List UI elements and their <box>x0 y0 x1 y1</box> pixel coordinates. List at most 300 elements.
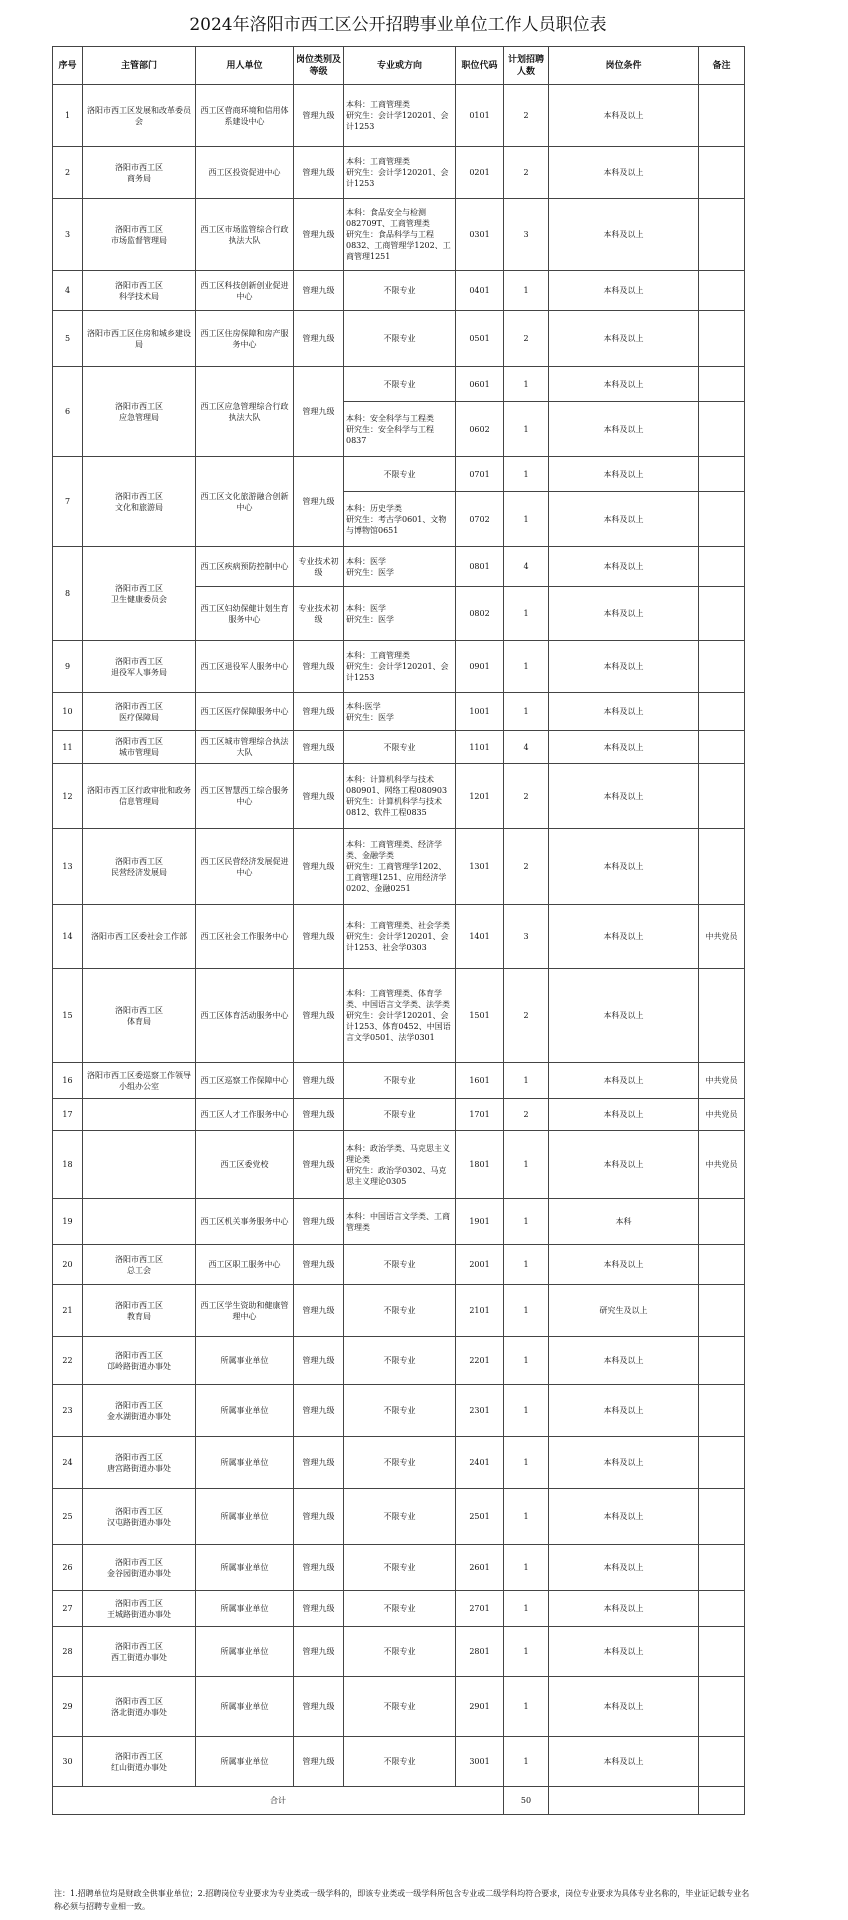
cell-no: 15 <box>53 969 83 1063</box>
cell-count: 2 <box>504 829 549 905</box>
cell-remark <box>699 1591 745 1627</box>
cell-cond: 本科及以上 <box>549 1385 699 1437</box>
cell-major: 不限专业 <box>344 457 456 492</box>
cell-level: 管理九级 <box>294 1285 344 1337</box>
cell-cond: 本科及以上 <box>549 1099 699 1131</box>
cell-cond: 本科及以上 <box>549 1627 699 1677</box>
cell-level: 管理九级 <box>294 199 344 271</box>
cell-level: 管理九级 <box>294 457 344 547</box>
cell-unit: 西工区医疗保障服务中心 <box>196 693 294 731</box>
table-row <box>53 969 745 1063</box>
table-row <box>53 731 745 764</box>
total-label: 合计 <box>53 1787 504 1815</box>
table-row <box>53 1437 745 1489</box>
cell-remark <box>699 311 745 367</box>
cell-unit: 西工区智慧西工综合服务中心 <box>196 764 294 829</box>
cell-count: 1 <box>504 492 549 547</box>
cell-major: 本科：历史学类 研究生：考古学0601、文物与博物馆0651 <box>344 492 456 547</box>
cell-code: 2701 <box>456 1591 504 1627</box>
cell-no: 16 <box>53 1063 83 1099</box>
page-title: 2024年洛阳市西工区公开招聘事业单位工作人员职位表 <box>189 15 607 35</box>
cell-count: 1 <box>504 1385 549 1437</box>
cell-level: 管理九级 <box>294 367 344 457</box>
header-dept: 主管部门 <box>83 47 196 85</box>
cell-code: 2301 <box>456 1385 504 1437</box>
cell-remark <box>699 587 745 641</box>
cell-code: 1501 <box>456 969 504 1063</box>
cell-code: 2101 <box>456 1285 504 1337</box>
cell-dept: 洛阳市西工区 市场监督管理局 <box>83 199 196 271</box>
positions-table <box>52 46 745 1815</box>
cell-count: 1 <box>504 641 549 693</box>
table-row <box>53 1737 745 1787</box>
header-cond: 岗位条件 <box>549 47 699 85</box>
cell-code: 2601 <box>456 1545 504 1591</box>
cell-code: 0101 <box>456 85 504 147</box>
cell-count: 1 <box>504 1131 549 1199</box>
cell-level: 管理九级 <box>294 693 344 731</box>
cell-dept: 洛阳市西工区 退役军人事务局 <box>83 641 196 693</box>
total-remark <box>699 1787 745 1815</box>
cell-cond: 本科及以上 <box>549 199 699 271</box>
cell-dept: 洛阳市西工区 商务局 <box>83 147 196 199</box>
cell-count: 2 <box>504 969 549 1063</box>
cell-level: 管理九级 <box>294 1199 344 1245</box>
cell-no: 26 <box>53 1545 83 1591</box>
cell-level: 管理九级 <box>294 1099 344 1131</box>
cell-dept: 洛阳市西工区 文化和旅游局 <box>83 457 196 547</box>
cell-major: 本科：工商管理类 研究生：会计学120201、会计1253 <box>344 147 456 199</box>
cell-major: 不限专业 <box>344 1063 456 1099</box>
cell-no: 8 <box>53 547 83 641</box>
cell-remark <box>699 693 745 731</box>
cell-code: 0602 <box>456 402 504 457</box>
cell-remark <box>699 1737 745 1787</box>
cell-unit: 所属事业单位 <box>196 1591 294 1627</box>
cell-count: 3 <box>504 199 549 271</box>
cell-unit: 西工区住房保障和房产服务中心 <box>196 311 294 367</box>
cell-level: 管理九级 <box>294 969 344 1063</box>
cell-major: 本科：安全科学与工程类 研究生：安全科学与工程0837 <box>344 402 456 457</box>
cell-unit: 西工区职工服务中心 <box>196 1245 294 1285</box>
cell-major: 不限专业 <box>344 271 456 311</box>
cell-no: 20 <box>53 1245 83 1285</box>
cell-major: 不限专业 <box>344 311 456 367</box>
cell-level: 管理九级 <box>294 311 344 367</box>
cell-cond: 本科及以上 <box>549 1337 699 1385</box>
cell-remark <box>699 1385 745 1437</box>
cell-count: 3 <box>504 905 549 969</box>
cell-remark <box>699 547 745 587</box>
cell-major: 本科：医学 研究生：医学 <box>344 587 456 641</box>
cell-count: 1 <box>504 271 549 311</box>
cell-dept: 洛阳市西工区 唐宫路街道办事处 <box>83 1437 196 1489</box>
cell-remark <box>699 199 745 271</box>
cell-major: 本科：医学 研究生：医学 <box>344 547 456 587</box>
cell-cond: 本科及以上 <box>549 271 699 311</box>
cell-cond: 本科及以上 <box>549 402 699 457</box>
cell-dept: 洛阳市西工区 邙岭路街道办事处 <box>83 1337 196 1385</box>
cell-unit: 西工区城市管理综合执法大队 <box>196 731 294 764</box>
cell-cond: 本科及以上 <box>549 1063 699 1099</box>
cell-unit: 西工区科技创新创业促进中心 <box>196 271 294 311</box>
total-count: 50 <box>504 1787 549 1815</box>
cell-unit: 西工区体育活动服务中心 <box>196 969 294 1063</box>
cell-cond: 本科及以上 <box>549 731 699 764</box>
cell-remark <box>699 969 745 1063</box>
cell-remark <box>699 1489 745 1545</box>
cell-level: 专业技术初级 <box>294 547 344 587</box>
cell-dept: 洛阳市西工区 红山街道办事处 <box>83 1737 196 1787</box>
cell-code: 1701 <box>456 1099 504 1131</box>
cell-dept: 洛阳市西工区委社会工作部 <box>83 905 196 969</box>
table-row <box>53 147 745 199</box>
table-row <box>53 1545 745 1591</box>
cell-cond: 本科及以上 <box>549 829 699 905</box>
cell-cond: 本科及以上 <box>549 1677 699 1737</box>
cell-count: 2 <box>504 764 549 829</box>
header-level: 岗位类别及等级 <box>294 47 344 85</box>
cell-unit: 所属事业单位 <box>196 1489 294 1545</box>
cell-level: 管理九级 <box>294 1489 344 1545</box>
cell-level: 管理九级 <box>294 271 344 311</box>
cell-level: 管理九级 <box>294 85 344 147</box>
table-row <box>53 1385 745 1437</box>
cell-level: 专业技术初级 <box>294 587 344 641</box>
cell-unit: 西工区机关事务服务中心 <box>196 1199 294 1245</box>
cell-no: 25 <box>53 1489 83 1545</box>
cell-code: 2801 <box>456 1627 504 1677</box>
cell-count: 1 <box>504 457 549 492</box>
cell-remark <box>699 641 745 693</box>
cell-no: 13 <box>53 829 83 905</box>
cell-unit: 西工区市场监管综合行政执法大队 <box>196 199 294 271</box>
cell-code: 2001 <box>456 1245 504 1285</box>
cell-code: 0801 <box>456 547 504 587</box>
cell-cond: 本科及以上 <box>549 1591 699 1627</box>
cell-cond: 本科及以上 <box>549 1131 699 1199</box>
total-row <box>53 1787 745 1815</box>
table-row <box>53 1063 745 1099</box>
cell-no: 28 <box>53 1627 83 1677</box>
cell-unit: 西工区退役军人服务中心 <box>196 641 294 693</box>
table-row <box>53 199 745 271</box>
cell-dept <box>83 1199 196 1245</box>
cell-cond: 本科及以上 <box>549 1245 699 1285</box>
cell-dept: 洛阳市西工区行政审批和政务信息管理局 <box>83 764 196 829</box>
cell-no: 5 <box>53 311 83 367</box>
cell-level: 管理九级 <box>294 1677 344 1737</box>
cell-code: 1001 <box>456 693 504 731</box>
cell-cond: 本科及以上 <box>549 764 699 829</box>
cell-remark <box>699 764 745 829</box>
cell-major: 不限专业 <box>344 367 456 402</box>
cell-cond: 本科及以上 <box>549 547 699 587</box>
cell-remark <box>699 147 745 199</box>
cell-major: 不限专业 <box>344 1737 456 1787</box>
cell-level: 管理九级 <box>294 764 344 829</box>
cell-count: 2 <box>504 1099 549 1131</box>
cell-code: 0301 <box>456 199 504 271</box>
cell-remark <box>699 85 745 147</box>
cell-count: 1 <box>504 1627 549 1677</box>
cell-cond: 本科及以上 <box>549 311 699 367</box>
cell-count: 1 <box>504 1245 549 1285</box>
cell-remark <box>699 1199 745 1245</box>
cell-unit: 所属事业单位 <box>196 1337 294 1385</box>
header-remark: 备注 <box>699 47 745 85</box>
table-row <box>53 1199 745 1245</box>
cell-code: 1201 <box>456 764 504 829</box>
cell-code: 0802 <box>456 587 504 641</box>
header-major: 专业或方向 <box>344 47 456 85</box>
table-row <box>53 641 745 693</box>
cell-cond: 本科及以上 <box>549 1545 699 1591</box>
cell-cond: 本科及以上 <box>549 85 699 147</box>
table-row <box>53 457 745 492</box>
cell-unit: 所属事业单位 <box>196 1627 294 1677</box>
cell-level: 管理九级 <box>294 1245 344 1285</box>
table-row <box>53 85 745 147</box>
cell-unit: 西工区学生资助和健康管理中心 <box>196 1285 294 1337</box>
cell-level: 管理九级 <box>294 1737 344 1787</box>
cell-major: 本科：食品安全与检测082709T、工商管理类 研究生：食品科学与工程0832、工商管理学1202、工商管理1251 <box>344 199 456 271</box>
cell-level: 管理九级 <box>294 1591 344 1627</box>
cell-cond: 本科及以上 <box>549 693 699 731</box>
table-row <box>53 1591 745 1627</box>
cell-level: 管理九级 <box>294 829 344 905</box>
cell-count: 1 <box>504 1437 549 1489</box>
table-row <box>53 1285 745 1337</box>
cell-code: 2501 <box>456 1489 504 1545</box>
cell-remark <box>699 1545 745 1591</box>
cell-count: 1 <box>504 1489 549 1545</box>
cell-major: 不限专业 <box>344 1385 456 1437</box>
cell-major: 不限专业 <box>344 1545 456 1591</box>
cell-level: 管理九级 <box>294 1437 344 1489</box>
cell-unit: 所属事业单位 <box>196 1545 294 1591</box>
cell-dept: 洛阳市西工区 民营经济发展局 <box>83 829 196 905</box>
cell-code: 2201 <box>456 1337 504 1385</box>
cell-count: 1 <box>504 1545 549 1591</box>
cell-code: 0901 <box>456 641 504 693</box>
cell-dept: 洛阳市西工区 体育局 <box>83 969 196 1063</box>
cell-major: 本科：中国语言文学类、工商管理类 <box>344 1199 456 1245</box>
cell-no: 12 <box>53 764 83 829</box>
cell-count: 4 <box>504 731 549 764</box>
cell-count: 2 <box>504 147 549 199</box>
cell-remark <box>699 367 745 402</box>
cell-major: 本科：政治学类、马克思主义理论类 研究生：政治学0302、马克思主义理论0305 <box>344 1131 456 1199</box>
cell-remark: 中共党员 <box>699 1131 745 1199</box>
table-row <box>53 1099 745 1131</box>
cell-major: 不限专业 <box>344 1627 456 1677</box>
cell-code: 0201 <box>456 147 504 199</box>
cell-unit: 西工区应急管理综合行政执法大队 <box>196 367 294 457</box>
cell-unit: 所属事业单位 <box>196 1385 294 1437</box>
cell-dept: 洛阳市西工区 金谷园街道办事处 <box>83 1545 196 1591</box>
cell-code: 1101 <box>456 731 504 764</box>
cell-remark <box>699 402 745 457</box>
cell-count: 1 <box>504 1677 549 1737</box>
cell-remark <box>699 492 745 547</box>
table-row <box>53 764 745 829</box>
cell-code: 0701 <box>456 457 504 492</box>
cell-dept: 洛阳市西工区 西工街道办事处 <box>83 1627 196 1677</box>
cell-no: 21 <box>53 1285 83 1337</box>
cell-level: 管理九级 <box>294 905 344 969</box>
cell-dept: 洛阳市西工区委巡察工作领导小组办公室 <box>83 1063 196 1099</box>
cell-level: 管理九级 <box>294 641 344 693</box>
cell-dept: 洛阳市西工区 科学技术局 <box>83 271 196 311</box>
cell-remark: 中共党员 <box>699 1063 745 1099</box>
cell-code: 1301 <box>456 829 504 905</box>
cell-major: 本科：工商管理类、体育学类、中国语言文学类、法学类 研究生：会计学120201、会计1253、体育0452、中国语言文学0501、法学0301 <box>344 969 456 1063</box>
cell-no: 24 <box>53 1437 83 1489</box>
table-row <box>53 311 745 367</box>
cell-level: 管理九级 <box>294 1131 344 1199</box>
cell-unit: 所属事业单位 <box>196 1737 294 1787</box>
header-unit: 用人单位 <box>196 47 294 85</box>
cell-major: 不限专业 <box>344 1677 456 1737</box>
cell-remark <box>699 829 745 905</box>
table-row <box>53 1337 745 1385</box>
cell-remark <box>699 1627 745 1677</box>
cell-dept <box>83 1099 196 1131</box>
cell-remark <box>699 1337 745 1385</box>
table-row <box>53 1677 745 1737</box>
cell-code: 2901 <box>456 1677 504 1737</box>
cell-unit: 西工区社会工作服务中心 <box>196 905 294 969</box>
cell-cond: 本科及以上 <box>549 641 699 693</box>
cell-level: 管理九级 <box>294 1627 344 1677</box>
cell-no: 23 <box>53 1385 83 1437</box>
cell-dept: 洛阳市西工区 医疗保障局 <box>83 693 196 731</box>
cell-no: 2 <box>53 147 83 199</box>
cell-major: 本科：工商管理类、社会学类 研究生：会计学120201、会计1253、社会学0303 <box>344 905 456 969</box>
cell-no: 4 <box>53 271 83 311</box>
cell-count: 1 <box>504 1285 549 1337</box>
cell-remark <box>699 731 745 764</box>
cell-code: 0601 <box>456 367 504 402</box>
cell-unit: 所属事业单位 <box>196 1437 294 1489</box>
cell-count: 2 <box>504 311 549 367</box>
cell-major: 不限专业 <box>344 1285 456 1337</box>
cell-remark <box>699 1677 745 1737</box>
cell-cond: 本科及以上 <box>549 587 699 641</box>
cell-major: 不限专业 <box>344 1245 456 1285</box>
cell-remark <box>699 457 745 492</box>
cell-major: 不限专业 <box>344 1437 456 1489</box>
cell-unit: 西工区投资促进中心 <box>196 147 294 199</box>
cell-level: 管理九级 <box>294 1063 344 1099</box>
cell-major: 本科:医学 研究生：医学 <box>344 693 456 731</box>
cell-dept: 洛阳市西工区 城市管理局 <box>83 731 196 764</box>
cell-dept: 洛阳市西工区 洛北街道办事处 <box>83 1677 196 1737</box>
cell-major: 本科：计算机科学与技术080901、网络工程080903 研究生：计算机科学与技术0812、软件工程0835 <box>344 764 456 829</box>
cell-no: 9 <box>53 641 83 693</box>
table-row <box>53 547 745 587</box>
table-row <box>53 1627 745 1677</box>
cell-code: 1901 <box>456 1199 504 1245</box>
cell-unit: 西工区文化旅游融合创新中心 <box>196 457 294 547</box>
cell-remark <box>699 1285 745 1337</box>
cell-count: 1 <box>504 1591 549 1627</box>
cell-no: 3 <box>53 199 83 271</box>
cell-dept: 洛阳市西工区 王城路街道办事处 <box>83 1591 196 1627</box>
cell-no: 11 <box>53 731 83 764</box>
table-row <box>53 367 745 402</box>
cell-unit: 西工区疾病预防控制中心 <box>196 547 294 587</box>
cell-no: 29 <box>53 1677 83 1737</box>
cell-no: 19 <box>53 1199 83 1245</box>
header-row <box>53 47 745 85</box>
cell-level: 管理九级 <box>294 1337 344 1385</box>
cell-remark <box>699 1245 745 1285</box>
cell-count: 1 <box>504 587 549 641</box>
cell-cond: 本科及以上 <box>549 367 699 402</box>
cell-major: 不限专业 <box>344 1099 456 1131</box>
cell-level: 管理九级 <box>294 731 344 764</box>
cell-no: 17 <box>53 1099 83 1131</box>
cell-cond: 本科及以上 <box>549 969 699 1063</box>
cell-major: 不限专业 <box>344 1337 456 1385</box>
table-row <box>53 1245 745 1285</box>
table-row <box>53 1489 745 1545</box>
cell-count: 2 <box>504 85 549 147</box>
cell-unit: 西工区营商环境和信用体系建设中心 <box>196 85 294 147</box>
cell-major: 本科：工商管理类、经济学类、金融学类 研究生：工商管理学1202、工商管理1251、应用经济学0202、金融0251 <box>344 829 456 905</box>
cell-count: 1 <box>504 1063 549 1099</box>
cell-count: 1 <box>504 1337 549 1385</box>
cell-major: 本科：工商管理类 研究生：会计学120201、会计1253 <box>344 641 456 693</box>
cell-no: 6 <box>53 367 83 457</box>
cell-unit: 西工区妇幼保健计划生育服务中心 <box>196 587 294 641</box>
cell-code: 2401 <box>456 1437 504 1489</box>
cell-cond: 本科 <box>549 1199 699 1245</box>
cell-dept: 洛阳市西工区 应急管理局 <box>83 367 196 457</box>
cell-count: 1 <box>504 1199 549 1245</box>
cell-remark: 中共党员 <box>699 905 745 969</box>
cell-no: 30 <box>53 1737 83 1787</box>
cell-dept: 洛阳市西工区住房和城乡建设局 <box>83 311 196 367</box>
cell-unit: 西工区巡察工作保障中心 <box>196 1063 294 1099</box>
cell-dept <box>83 1131 196 1199</box>
table-row <box>53 693 745 731</box>
cell-no: 10 <box>53 693 83 731</box>
cell-no: 14 <box>53 905 83 969</box>
cell-remark <box>699 1437 745 1489</box>
cell-level: 管理九级 <box>294 147 344 199</box>
cell-remark <box>699 271 745 311</box>
cell-unit: 西工区人才工作服务中心 <box>196 1099 294 1131</box>
cell-code: 1601 <box>456 1063 504 1099</box>
cell-count: 1 <box>504 1737 549 1787</box>
cell-level: 管理九级 <box>294 1385 344 1437</box>
cell-no: 1 <box>53 85 83 147</box>
cell-cond: 本科及以上 <box>549 1489 699 1545</box>
cell-unit: 所属事业单位 <box>196 1677 294 1737</box>
cell-cond: 本科及以上 <box>549 147 699 199</box>
table-row <box>53 271 745 311</box>
cell-major: 本科：工商管理类 研究生：会计学120201、会计1253 <box>344 85 456 147</box>
cell-code: 0401 <box>456 271 504 311</box>
cell-dept: 洛阳市西工区 卫生健康委员会 <box>83 547 196 641</box>
cell-remark: 中共党员 <box>699 1099 745 1131</box>
cell-no: 7 <box>53 457 83 547</box>
cell-count: 1 <box>504 367 549 402</box>
cell-level: 管理九级 <box>294 1545 344 1591</box>
